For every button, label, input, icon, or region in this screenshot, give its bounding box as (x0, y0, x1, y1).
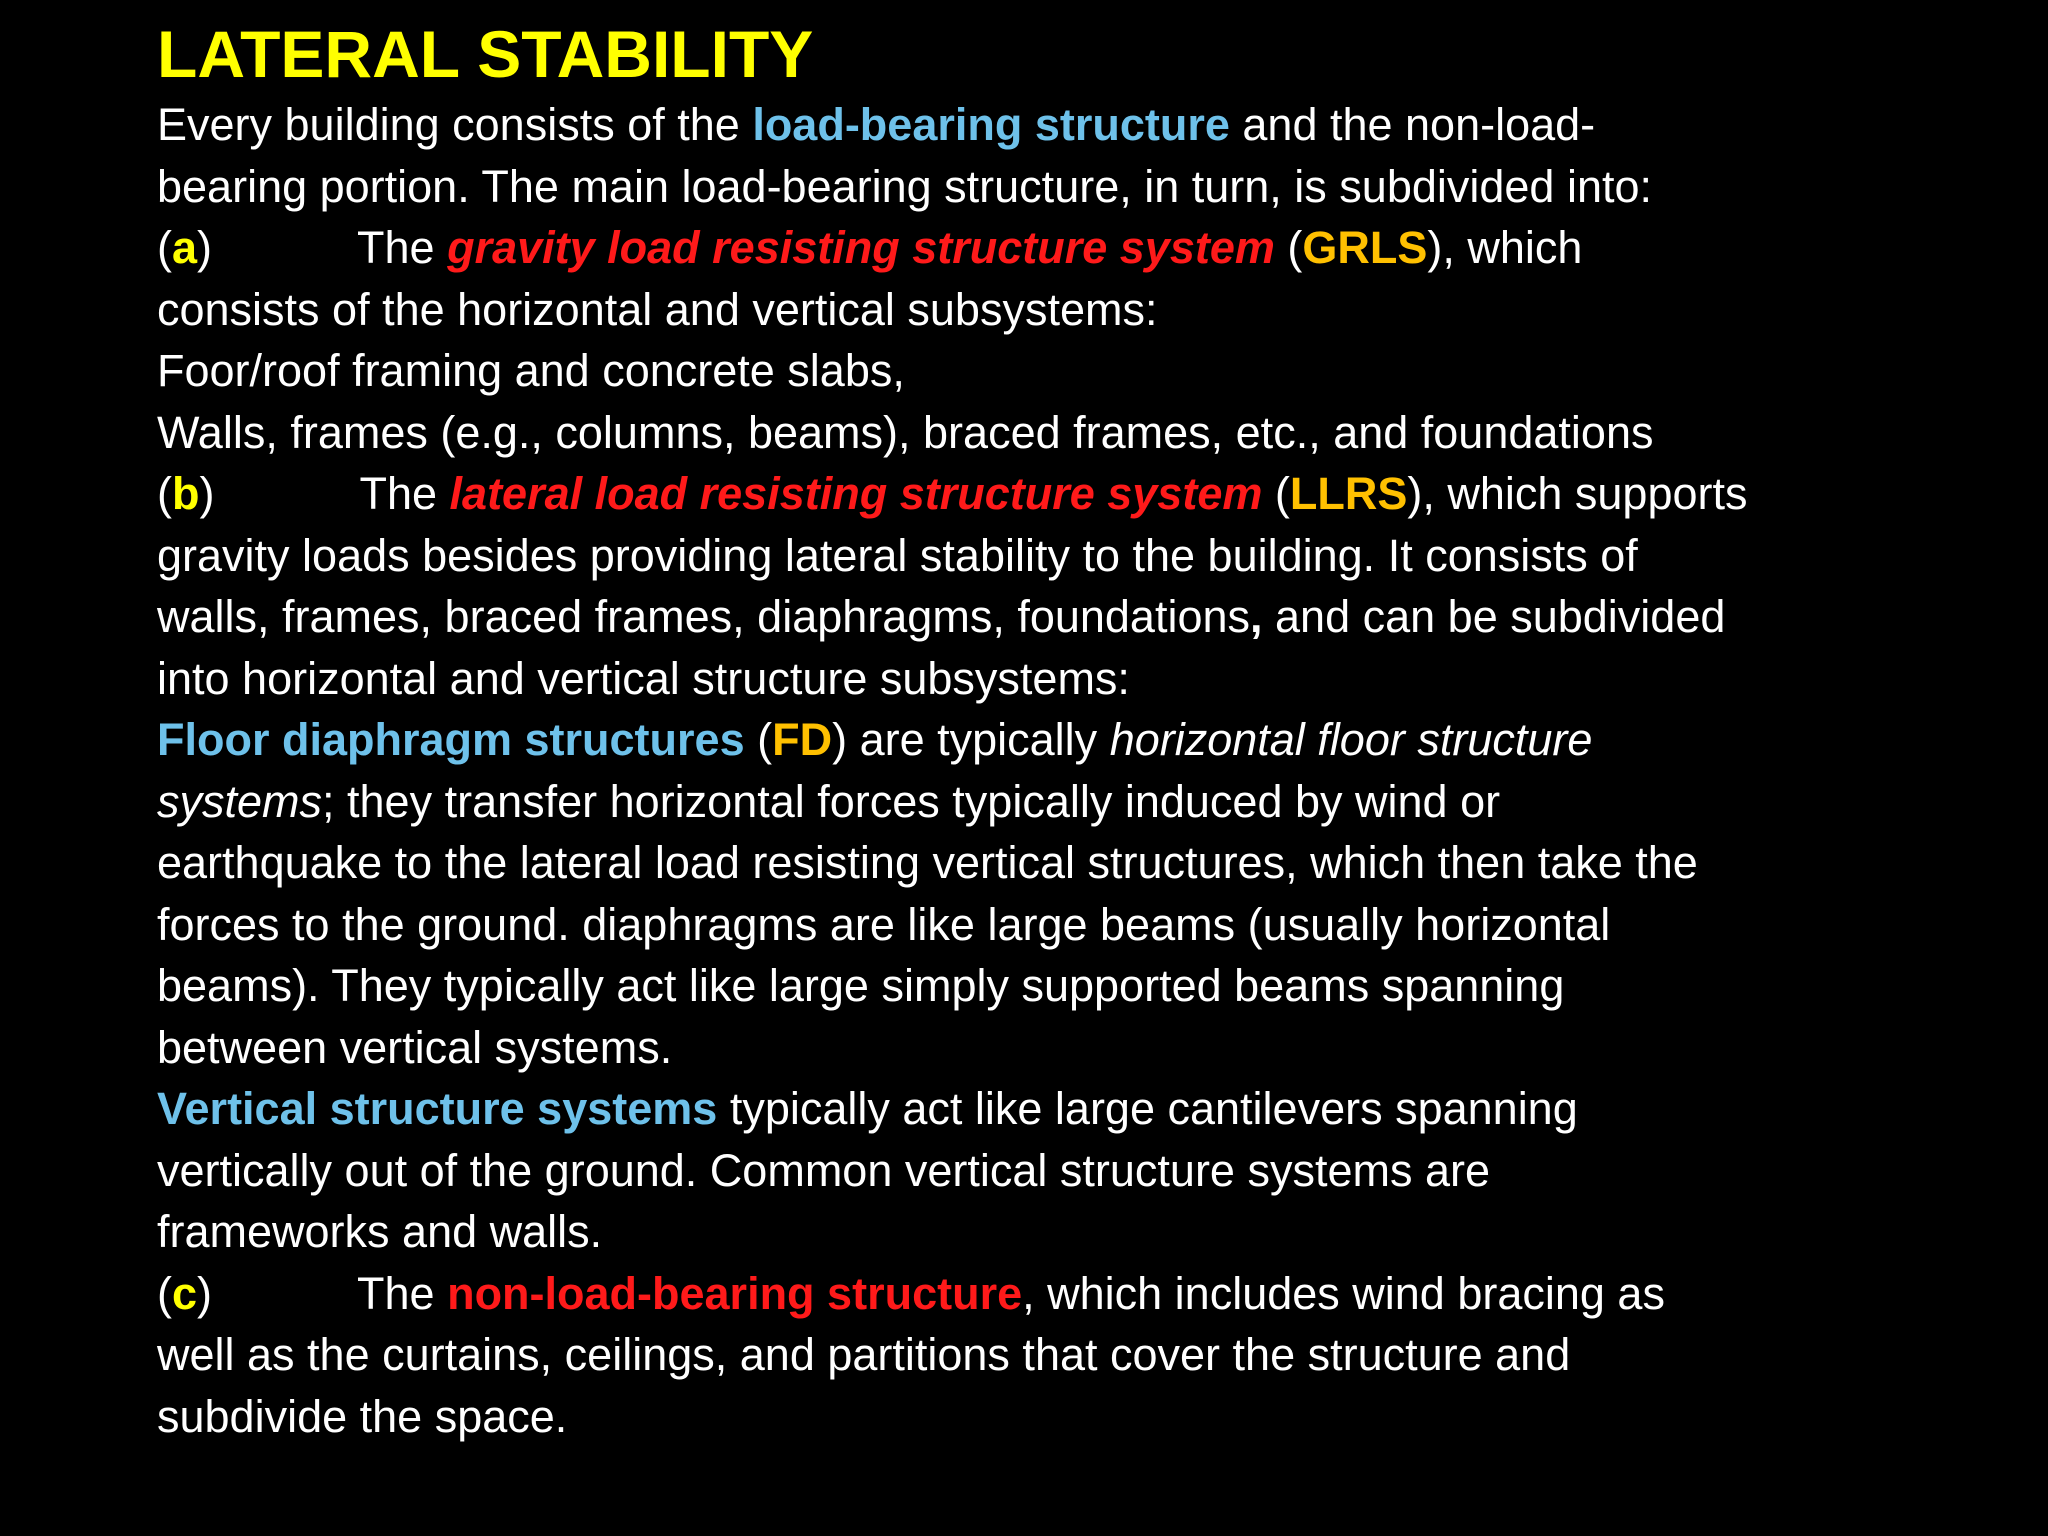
fd-text-cont: ; they transfer horizontal forces typically induced by wind or (322, 775, 1501, 827)
item-a-line-4: Walls, frames (e.g., columns, beams), braced frames, etc., and foundations (157, 406, 1654, 458)
vertical-systems-term: Vertical structure systems (157, 1083, 718, 1134)
item-b-rest: ), which supports (1407, 468, 1748, 519)
item-a-letter: a (172, 222, 198, 273)
item-a-lead: The (357, 222, 448, 273)
item-b-lead: The (359, 468, 450, 519)
paren-close: ) (197, 222, 213, 273)
load-bearing-structure-term: load-bearing structure (752, 99, 1230, 150)
bold-comma: , (1250, 591, 1263, 642)
item-b-line-4: into horizontal and vertical structure subsystems: (157, 652, 1130, 704)
slide (157, 14, 2047, 1447)
paren-open: ( (1262, 468, 1290, 519)
fd-line-1 (157, 709, 2047, 771)
fd-line-4: forces to the ground. diaphragms are like large beams (usually horizontal (157, 898, 1611, 950)
grls-abbr: GRLS (1302, 222, 1428, 273)
item-b-line-3 (157, 586, 2047, 648)
fd-abbr: FD (772, 714, 833, 765)
fd-text: ) are typically (832, 714, 1110, 765)
floor-diaphragm-term: Floor diaphragm structures (157, 714, 745, 765)
vs-line-3: frameworks and walls. (157, 1206, 603, 1257)
item-a-rest: ), which (1427, 222, 1583, 273)
item-c-letter: c (172, 1267, 198, 1319)
item-b-letter: b (172, 468, 200, 519)
fd-line-3: earthquake to the lateral load resisting vertical structures, which then take the (157, 837, 1698, 888)
llrs-abbr: LLRS (1289, 468, 1408, 519)
paren-open: ( (1274, 222, 1303, 273)
item-b-list-cont: and can be subdivided (1262, 591, 1726, 642)
item-a-line-2: consists of the horizontal and vertical subsystems: (157, 283, 1158, 335)
intro-line-1 (157, 94, 2047, 156)
fd-line-6: between vertical systems. (157, 1021, 673, 1073)
fd-italic-text: horizontal floor structure (1109, 714, 1593, 765)
llrs-term: lateral load resisting structure system (449, 468, 1263, 519)
fd-italic-systems: systems (157, 775, 323, 827)
paren-close: ) (199, 468, 215, 519)
paren-close: ) (197, 1267, 213, 1319)
grls-term: gravity load resisting structure system (447, 222, 1275, 273)
non-load-bearing-term: non-load-bearing structure (447, 1267, 1023, 1319)
intro-text: Every building consists of the (157, 99, 753, 150)
item-b-line-1 (157, 463, 2047, 525)
item-a-line-3: Foor/roof framing and concrete slabs, (157, 345, 905, 396)
fd-line-5: beams). They typically act like large simply supported beams spanning (157, 960, 1565, 1011)
intro-line-2: bearing portion. The main load-bearing structure, in turn, is subdivided into: (157, 160, 1653, 212)
item-c-line-3: subdivide the space. (157, 1390, 568, 1442)
slide-title: LATERAL STABILITY (157, 17, 814, 91)
paren-open: ( (157, 1267, 172, 1319)
item-a-line-1 (157, 217, 2047, 279)
paren-open: ( (157, 468, 172, 519)
item-b-list: walls, frames, braced frames, diaphragms, foundations (157, 591, 1251, 642)
item-c-line-1 (157, 1263, 2047, 1325)
item-b-line-2: gravity loads besides providing lateral stability to the building. It consists of (157, 529, 1638, 581)
vs-line-2: vertically out of the ground. Common vertical structure systems are (157, 1144, 1491, 1196)
fd-line-2 (157, 771, 2047, 833)
item-c-lead: The (357, 1267, 448, 1319)
intro-text-cont: and the non-load- (1229, 99, 1596, 150)
slide-body (157, 94, 2047, 1447)
item-c-line-2: well as the curtains, ceilings, and partitions that cover the structure and (157, 1329, 1571, 1380)
vs-text: typically act like large cantilevers spanning (717, 1083, 1578, 1134)
paren-open: ( (157, 222, 172, 273)
vs-line-1 (157, 1078, 2047, 1140)
paren-open: ( (744, 714, 773, 765)
item-c-rest: , which includes wind bracing as (1022, 1267, 1665, 1319)
